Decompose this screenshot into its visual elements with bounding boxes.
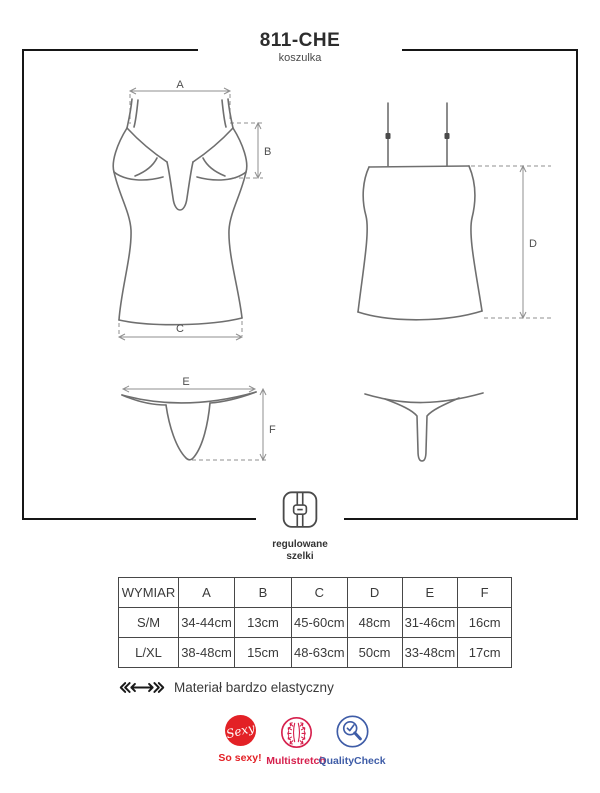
table-header-wymiar: WYMIAR (119, 578, 179, 608)
multistretch-icon (280, 716, 313, 749)
dim-label-e: E (182, 376, 190, 388)
stretch-arrows-icon (119, 681, 165, 694)
table-header-a: A (179, 578, 235, 608)
title-block (198, 30, 402, 72)
multistretch-label: Multistretch (266, 755, 326, 767)
size-cell: L/XL (119, 638, 179, 668)
strap-adjuster-left (386, 133, 391, 139)
value-cell: 16cm (458, 608, 512, 638)
table-row-sm (119, 608, 512, 638)
value-cell: 13cm (235, 608, 292, 638)
qualitycheck-icon (335, 714, 370, 749)
table-header-b: B (235, 578, 292, 608)
value-cell: 15cm (235, 638, 292, 668)
table-header-f: F (458, 578, 512, 608)
thong-front-drawing (110, 376, 278, 468)
strap-feature-label-line1: regulowane (272, 539, 328, 550)
value-cell: 38-48cm (179, 638, 235, 668)
sexy-circle-text: Sexy (224, 720, 256, 741)
size-cell: S/M (119, 608, 179, 638)
table-header-d: D (347, 578, 402, 608)
value-cell: 17cm (458, 638, 512, 668)
back-view-drawing (352, 80, 557, 326)
table-header-c: C (292, 578, 348, 608)
dim-label-a: A (176, 80, 184, 91)
dim-label-d: D (529, 238, 537, 250)
material-note (119, 678, 334, 696)
sexy-label: So sexy! (218, 752, 262, 764)
value-cell: 33-48cm (402, 638, 458, 668)
value-cell: 31-46cm (402, 608, 458, 638)
strap-adjuster-right (445, 133, 450, 139)
qualitycheck-label: QualityCheck (318, 755, 386, 767)
front-view-drawing (105, 80, 275, 346)
product-code: 811-CHE (259, 30, 341, 51)
value-cell: 50cm (347, 638, 402, 668)
sexy-icon (225, 715, 256, 746)
product-type: koszulka (278, 52, 322, 64)
value-cell: 45-60cm (292, 608, 348, 638)
value-cell: 48cm (347, 608, 402, 638)
material-note-text: Materiał bardzo elastyczny (174, 679, 334, 695)
adjustable-strap-icon (280, 489, 320, 532)
dim-label-f: F (269, 424, 276, 436)
dim-label-c: C (176, 323, 184, 335)
value-cell: 48-63cm (292, 638, 348, 668)
dim-label-b: B (264, 146, 272, 158)
value-cell: 34-44cm (179, 608, 235, 638)
size-table (118, 577, 512, 668)
badge-sexy (210, 715, 270, 764)
table-header-e: E (402, 578, 458, 608)
table-header-row (119, 578, 512, 608)
thong-back-drawing (355, 385, 490, 467)
strap-feature-label-line2: szelki (286, 551, 314, 562)
strap-feature (256, 489, 344, 562)
table-row-lxl (119, 638, 512, 668)
badge-qualitycheck (318, 714, 386, 767)
